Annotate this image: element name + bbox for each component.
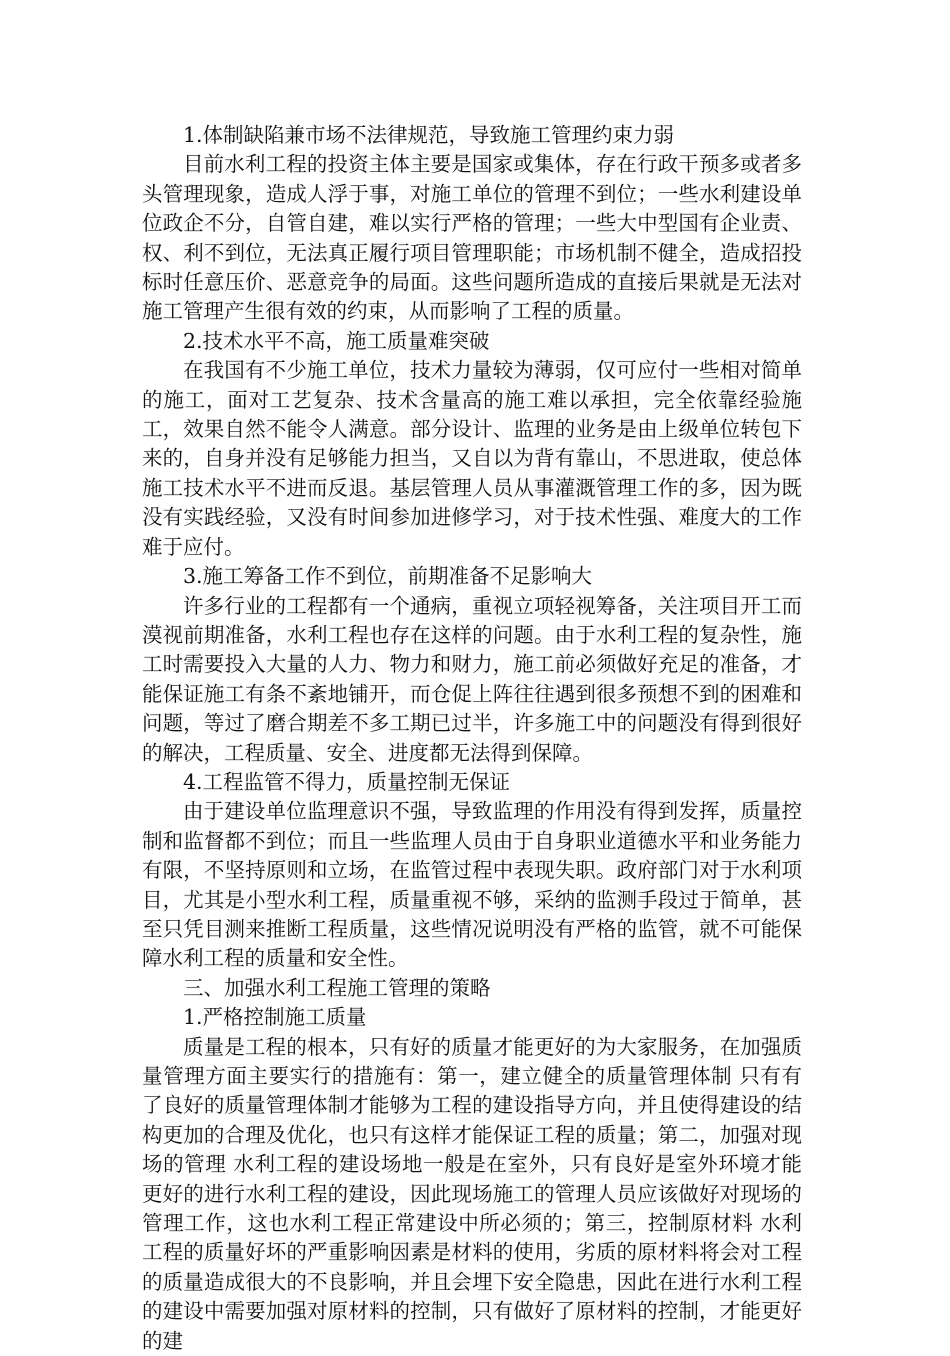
document-body [142, 121, 802, 1356]
section-heading-3: 3.施工筹备工作不到位，前期准备不足影响大 [183, 564, 593, 589]
section-heading-4: 4.工程监管不得力，质量控制无保证 [183, 769, 511, 794]
paragraph-5: 质量是工程的根本，只有好的质量才能更好的为大家服务，在加强质量管理方面主要实行的措施有：第一，建立健全的质量管理体制 只有有了良好的质量管理体制才能够为工程的建设指导方向，并且使得建设的结构更加的合理及优化，也只有这样才能保证工程的质量；第二，加强对现场的管理 水利工程的建设场地一般是在室外，只有良好是室外环境才能更好的进行水利工程的建设，因此现场施工的管理人员应该做好对现场的管理工作，这也水利工程正常建设中所必须的；第三，控制原材料 水利工程的质量好坏的严重影响因素是材料的使用，劣质的原材料将会对工程的质量造成很大的不良影响，并且会埋下安全隐患，因此在进行水利工程的建设中需要加强对原材料的控制，只有做好了原材料的控制，才能更好的建 [142, 1034, 802, 1353]
section-heading-2: 2.技术水平不高，施工质量难突破 [183, 328, 490, 353]
section-heading-1: 1.体制缺陷兼市场不法律规范，导致施工管理约束力弱 [183, 123, 675, 147]
chapter-heading-3: 三、加强水利工程施工管理的策略 [183, 975, 491, 1000]
paragraph-3: 许多行业的工程都有一个通病，重视立项轻视筹备，关注项目开工而漠视前期准备，水利工程也存在这样的问题。由于水利工程的复杂性，施工时需要投入大量的人力、物力和财力，施工前必须做好充足的准备，才能保证施工有条不紊地铺开，而仓促上阵往往遇到很多预想不到的困难和问题，等过了磨合期差不多工期已过半，许多施工中的问题没有得到很好的解决，工程质量、安全、进度都无法得到保障。 [142, 593, 802, 765]
paragraph-4: 由于建设单位监理意识不强，导致监理的作用没有得到发挥，质量控制和监督都不到位；而且一些监理人员由于自身职业道德水平和业务能力有限，不坚持原则和立场，在监管过程中表现失职。政府部门对于水利项目，尤其是小型水利工程，质量重视不够，采纳的监测手段过于简单，甚至只凭目测来推断工程质量，这些情况说明没有严格的监管，就不可能保障水利工程的质量和安全性。 [142, 799, 802, 971]
paragraph-2: 在我国有不少施工单位，技术力量较为薄弱，仅可应付一些相对简单的施工，面对工艺复杂、技术含量高的施工难以承担，完全依靠经验施工，效果自然不能令人满意。部分设计、监理的业务是由上级单位转包下来的，自身并没有足够能力担当，又自以为背有靠山，不思进取，使总体施工技术水平不进而反退。基层管理人员从事灌溉管理工作的多，因为既没有实践经验，又没有时间参加进修学习，对于技术性强、难度大的工作难于应付。 [142, 358, 802, 559]
subsection-heading-1: 1.严格控制施工质量 [183, 1005, 367, 1030]
paragraph-1: 目前水利工程的投资主体主要是国家或集体，存在行政干预多或者多头管理现象，造成人浮于事，对施工单位的管理不到位；一些水利建设单位政企不分，自管自建，难以实行严格的管理；一些大中型国有企业责、权、利不到位，无法真正履行项目管理职能；市场机制不健全，造成招投标时任意压价、恶意竞争的局面。这些问题所造成的直接后果就是无法对施工管理产生很有效的约束，从而影响了工程的质量。 [142, 152, 802, 324]
